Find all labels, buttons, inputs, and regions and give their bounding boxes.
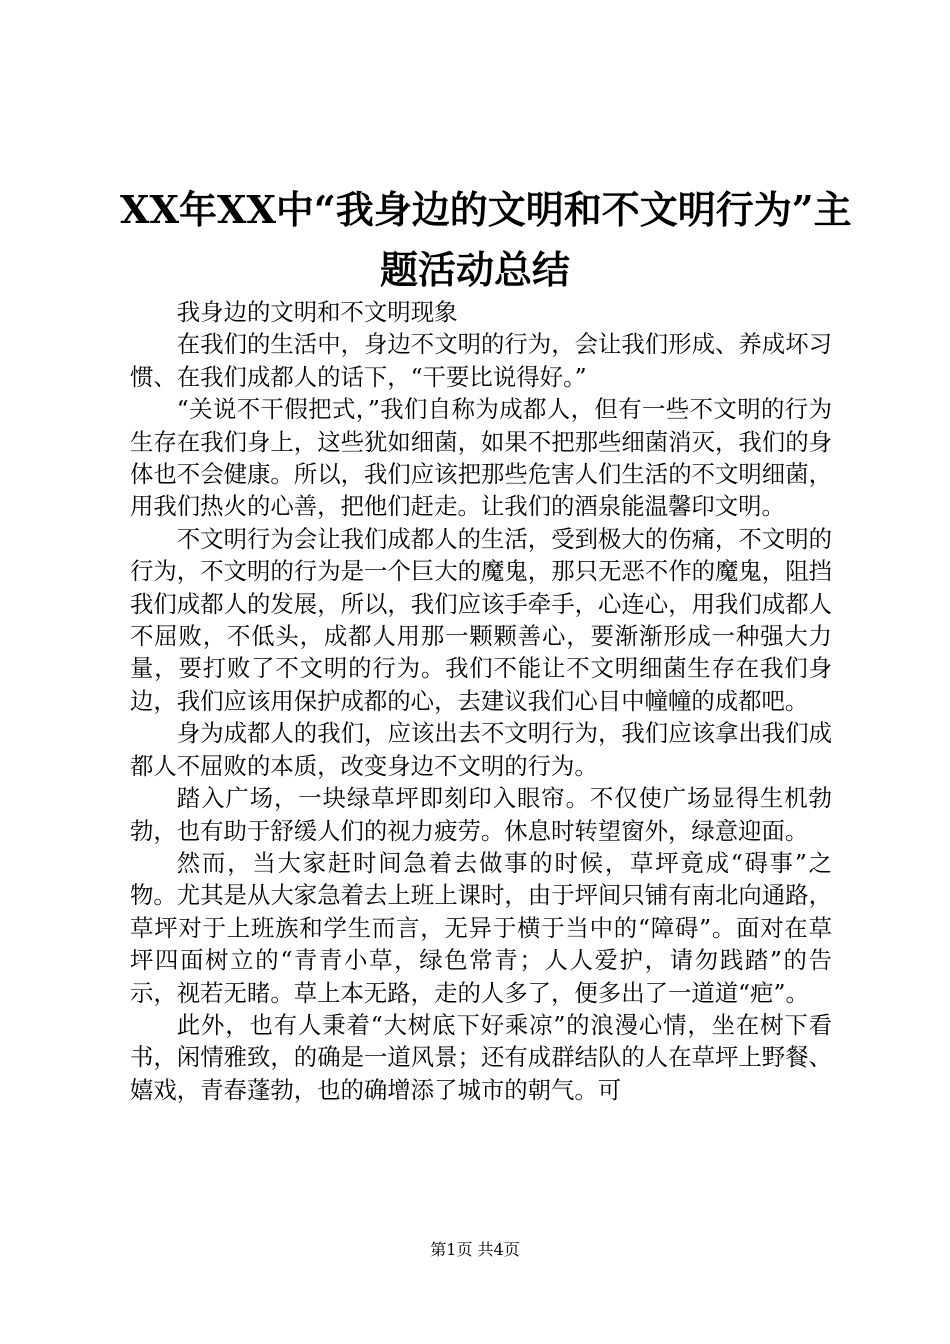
paragraph-subtitle: 我身边的文明和不文明现象 (176, 298, 458, 326)
document-title-line-2: 题活动总结 (379, 247, 570, 292)
paragraph: 踏入广场，一块绿草坪即刻印入眼帘。不仅使广场显得生机勃勃，也有助于舒缓人们的视力疲劳。休息时转望窗外，绿意迎面。 (130, 784, 832, 845)
page-footer: 第1页 共4页 (430, 1240, 520, 1259)
paragraph: 然而，当大家赶时间急着去做事的时候，草坪竟成“碍事”之物。尤其是从大家急着去上班上课时，由于坪间只铺有南北向通路，草坪对于上班族和学生而言，无异于横于当中的“障碍”。面对在草坪四面树立的“青青小草，绿色常青；人人爱护，请勿践踏”的告示，视若无睹。草上本无路，走的人多了，便多出了一道道“疤”。 (130, 848, 832, 1007)
paragraph: 此外，也有人秉着“大树底下好乘凉”的浪漫心情，坐在树下看书，闲情雅致，的确是一道风景；还有成群结队的人在草坪上野餐、嬉戏，青春蓬勃，也的确增添了城市的朝气。可 (130, 1010, 832, 1104)
document-body (130, 296, 832, 1106)
paragraph: 身为成都人的我们，应该出去不文明行为，我们应该拿出我们成都人不屈败的本质，改变身边不文明的行为。 (130, 719, 832, 780)
document-title-line-1: XX年XX中“我身边的文明和不文明行为”主 (120, 187, 852, 232)
paragraph: 在我们的生活中，身边不文明的行为，会让我们形成、养成坏习惯、在我们成都人的话下，“干要比说得好。” (130, 330, 832, 391)
paragraph: 不文明行为会让我们成都人的生活，受到极大的伤痛，不文明的行为，不文明的行为是一个巨大的魔鬼，那只无恶不作的魔鬼，阻挡我们成都人的发展，所以，我们应该手牵手，心连心，用我们成都人不屈败，不低头，成都人用那一颗颗善心，要渐渐形成一种强大力量，要打败了不文明的行为。我们不能让不文明细菌生存在我们身边，我们应该用保护成都的心，去建议我们心目中幢幢的成都吧。 (130, 524, 832, 715)
paragraph: “关说不干假把式，”我们自称为成都人，但有一些不文明的行为生存在我们身上，这些犹如细菌，如果不把那些细菌消灭，我们的身体也不会健康。所以，我们应该把那些危害人们生活的不文明细菌，用我们热火的心善，把他们赶走。让我们的酒泉能温馨印文明。 (130, 395, 832, 521)
